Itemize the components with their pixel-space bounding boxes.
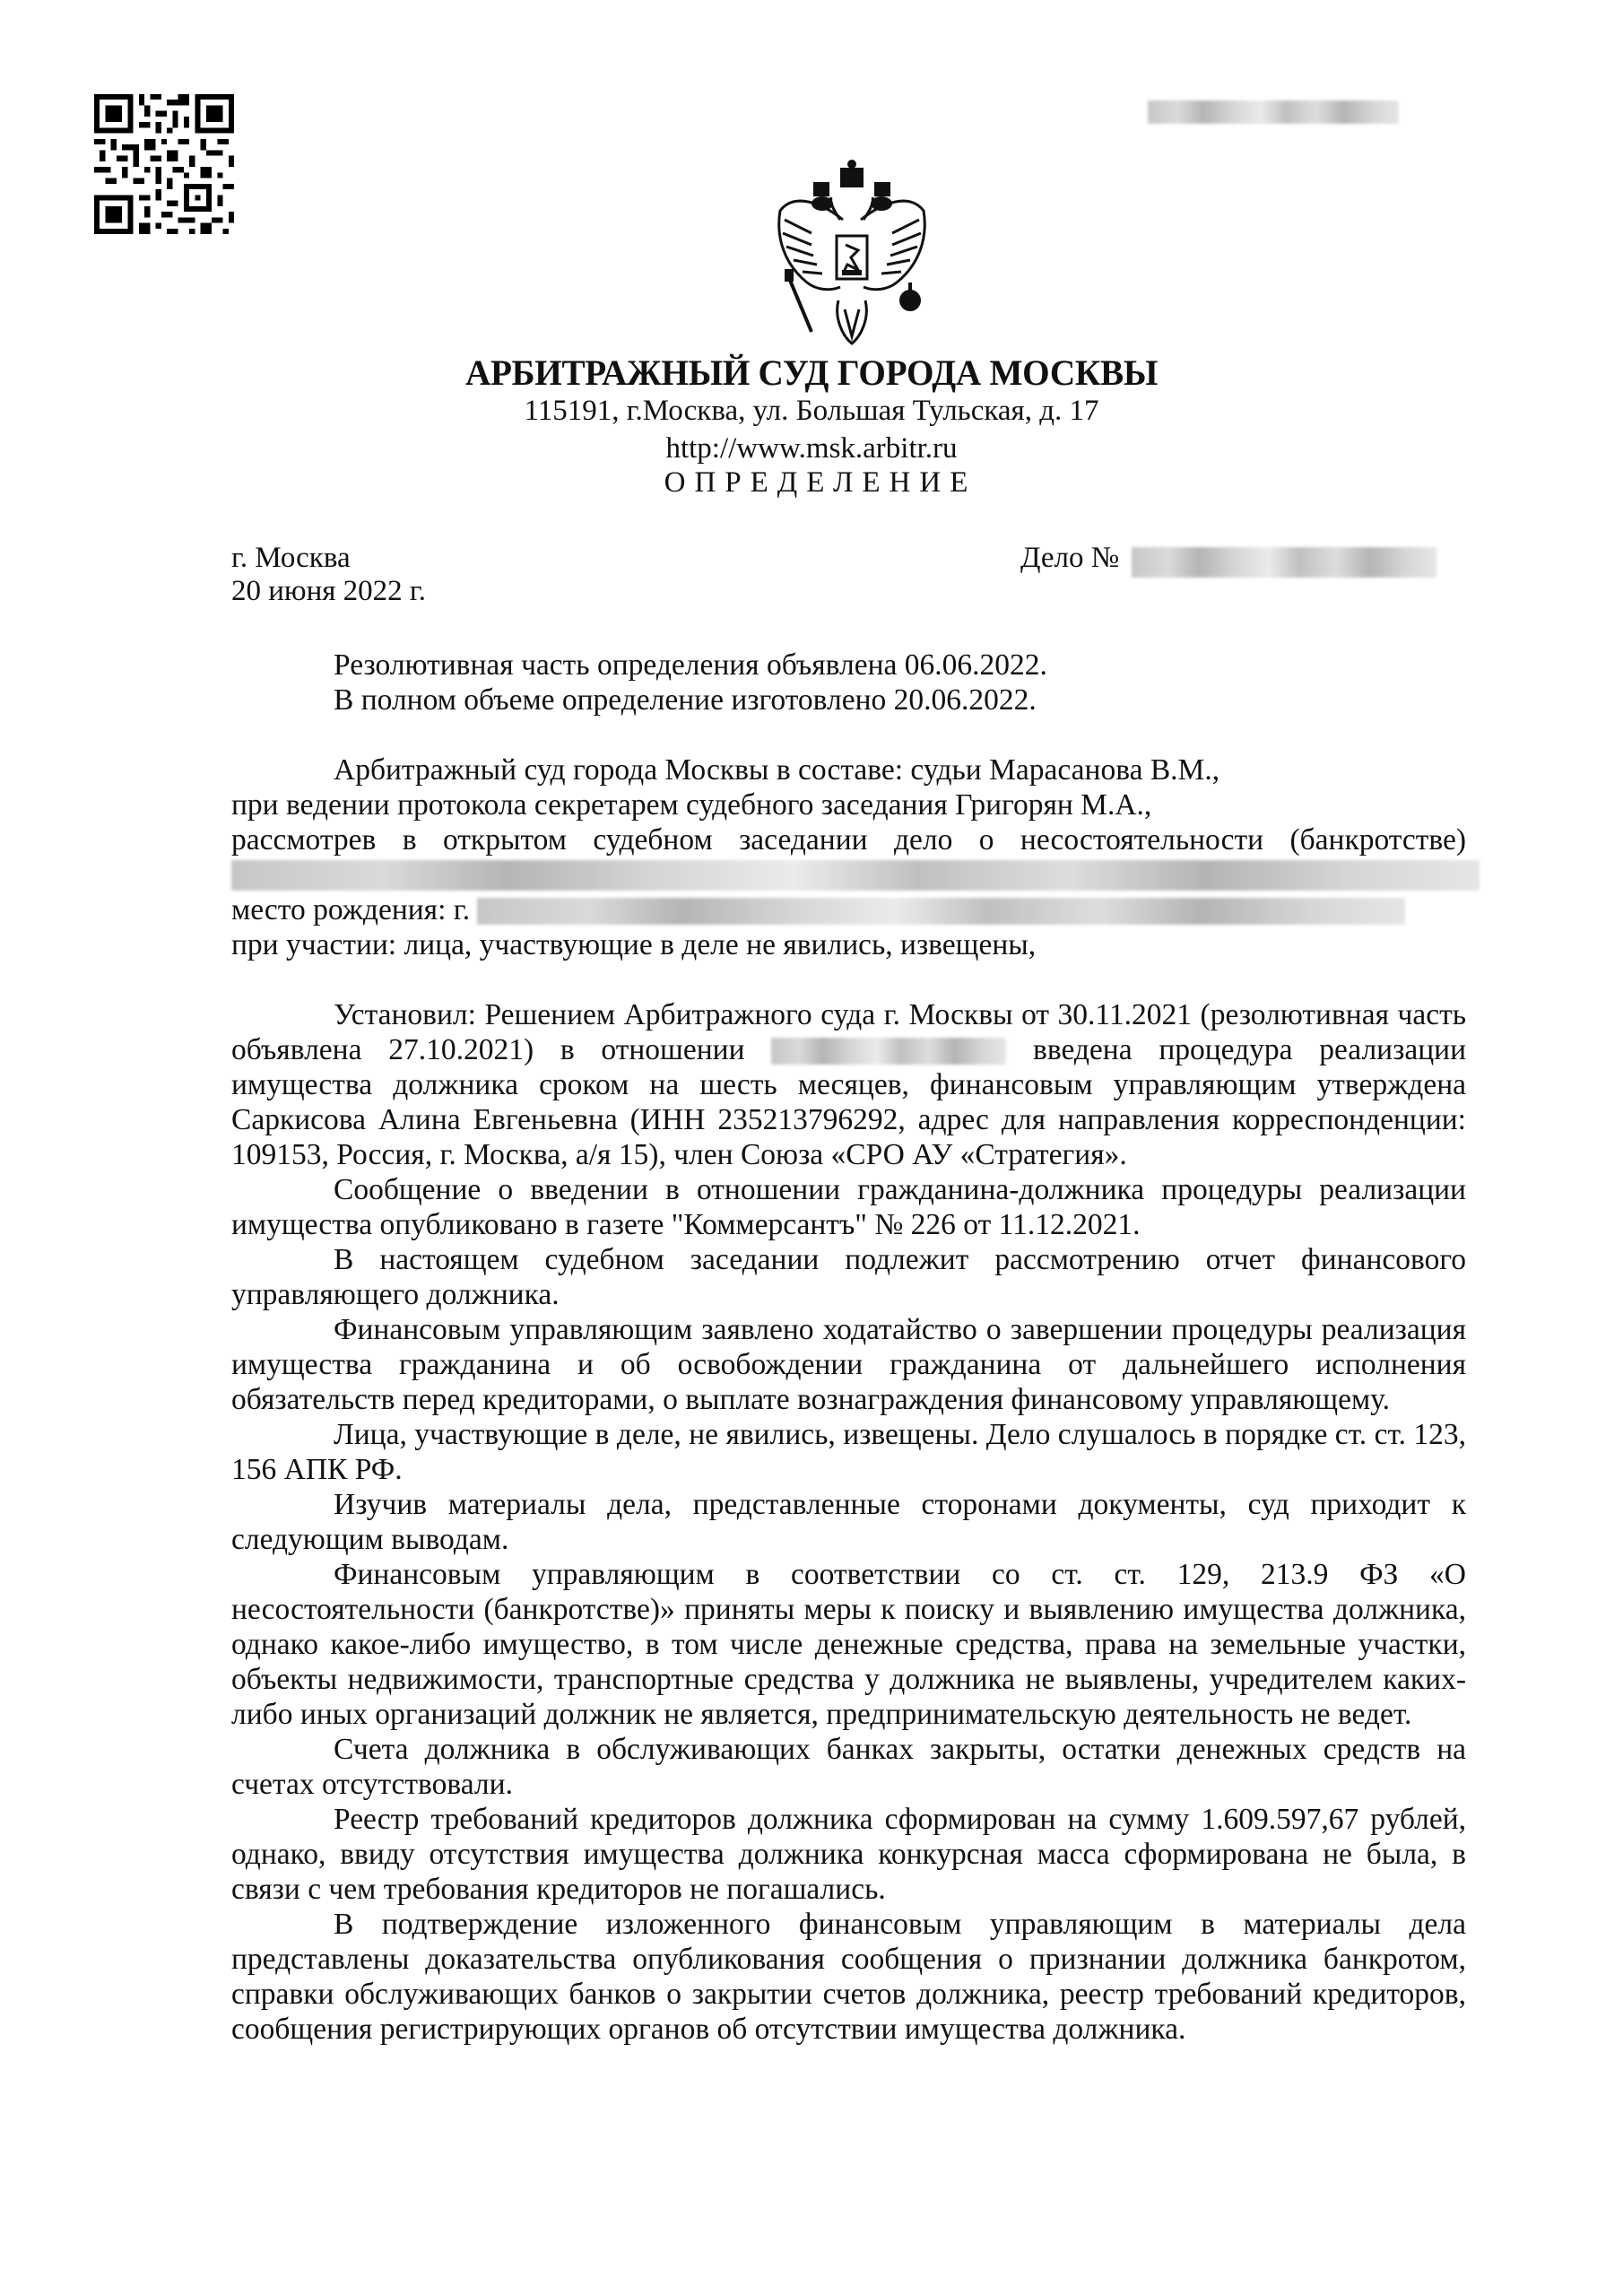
paragraph-parties: Лица, участвующие в деле, не явились, извещены. Дело слушалось в порядке ст. ст. 123, 156 АПК РФ. xyxy=(231,1418,1466,1486)
document-date: 20 июня 2022 г. xyxy=(231,575,426,607)
birthplace-label: место рождения: г. xyxy=(231,893,471,926)
document-type-title: ОПРЕДЕЛЕНИЕ xyxy=(664,466,977,499)
paragraph-established: Установил: Решением Арбитражного суда г. Москвы от 30.11.2021 (резолютивная часть объявлена 27.10.2021) в отношении введена процедура реализации имущества должника сроком на шесть месяцев, финансовым управляющим утверждена Саркисова Алина Евгеньевна (ИНН 235213796292, адрес для направления корреспонденции: 109153, Россия, г. Москва, а/я 15), член Союза «СРО АУ «Стратегия». xyxy=(231,998,1466,1171)
document-body xyxy=(231,648,1466,2047)
paragraph-evidence: В подтверждение изложенного финансовым управляющим в материалы дела представлены доказательства опубликования сообщения о признании должника банкротом, справки обслуживающих банков о закрытии счетов должника, реестр требований кредиторов, сообщения регистрирующих органов об отсутствии имущества должника. xyxy=(231,1908,1466,2046)
redacted-birthplace xyxy=(477,898,1405,925)
full-text-prepared-line: В полном объеме определение изготовлено 20.06.2022. xyxy=(334,683,1037,717)
redacted-debtor-name xyxy=(771,1038,1006,1065)
court-website-link[interactable]: http://www.msk.arbitr.ru xyxy=(665,432,958,465)
paragraph-accounts: Счета должника в обслуживающих банках закрыты, остатки денежных средств на счетах отсутствовали. xyxy=(231,1733,1466,1801)
court-composition-line: Арбитражный суд города Москвы в составе: судьи Марасанова В.М., xyxy=(334,753,1220,787)
paragraph-study: Изучив материалы дела, представленные сторонами документы, суд приходит к следующим выводам. xyxy=(231,1488,1466,1556)
paragraph-motion: Финансовым управляющим заявлено ходатайство о завершении процедуры реализация имущества гражданина и об освобождении гражданина от дальнейшего исполнения обязательств перед кредиторами, о выплате вознаграждения финансовому управляющему. xyxy=(231,1313,1466,1416)
participation-line: при участии: лица, участвующие в деле не явились, извещены, xyxy=(231,928,1037,961)
paragraph-registry: Реестр требований кредиторов должника сформирован на сумму 1.609.597,67 рублей, однако, ввиду отсутствия имущества должника конкурсная масса сформирована не была, в связи с чем требования кредиторов не погашались. xyxy=(231,1803,1466,1906)
case-subject-line: рассмотрев в открытом судебном заседании дело о несостоятельности (банкротстве) xyxy=(231,823,1466,857)
coat-of-arms-icon xyxy=(758,157,946,347)
redacted-stamp xyxy=(1148,100,1399,124)
case-number-label: Дело № xyxy=(1020,542,1120,574)
paragraph-publication: Сообщение о введении в отношении гражданина-должника процедуры реализации имущества опубликовано в газете "Коммерсантъ" № 226 от 11.12.2021. xyxy=(231,1173,1466,1241)
secretary-line: при ведении протокола секретарем судебного заседания Григорян М.А., xyxy=(231,788,1152,822)
document-city: г. Москва xyxy=(231,542,351,574)
redacted-case-number xyxy=(1132,547,1436,578)
birthplace-line xyxy=(231,892,1466,927)
redacted-debtor-details xyxy=(231,860,1480,891)
court-address: 115191, г.Москва, ул. Большая Тульская, д. 17 xyxy=(524,395,1099,427)
court-name-heading: АРБИТРАЖНЫЙ СУД ГОРОДА МОСКВЫ xyxy=(464,352,1159,393)
resolution-announced-line: Резолютивная часть определения объявлена 06.06.2022. xyxy=(334,648,1047,682)
paragraph-property-search: Финансовым управляющим в соответствии со ст. ст. 129, 213.9 ФЗ «О несостоятельности (банкротстве)» приняты меры к поиску и выявлению имущества должника, однако какое-либо имущество, в том числе денежные средства, права на земельные участки, объекты недвижимости, транспортные средства у должника не выявлены, учредителем каких-либо иных организаций должник не является, предпринимательскую деятельность не ведет. xyxy=(231,1558,1466,1731)
paragraph-report: В настоящем судебном заседании подлежит рассмотрению отчет финансового управляющего должника. xyxy=(231,1243,1466,1311)
qr-code-icon xyxy=(94,94,234,234)
